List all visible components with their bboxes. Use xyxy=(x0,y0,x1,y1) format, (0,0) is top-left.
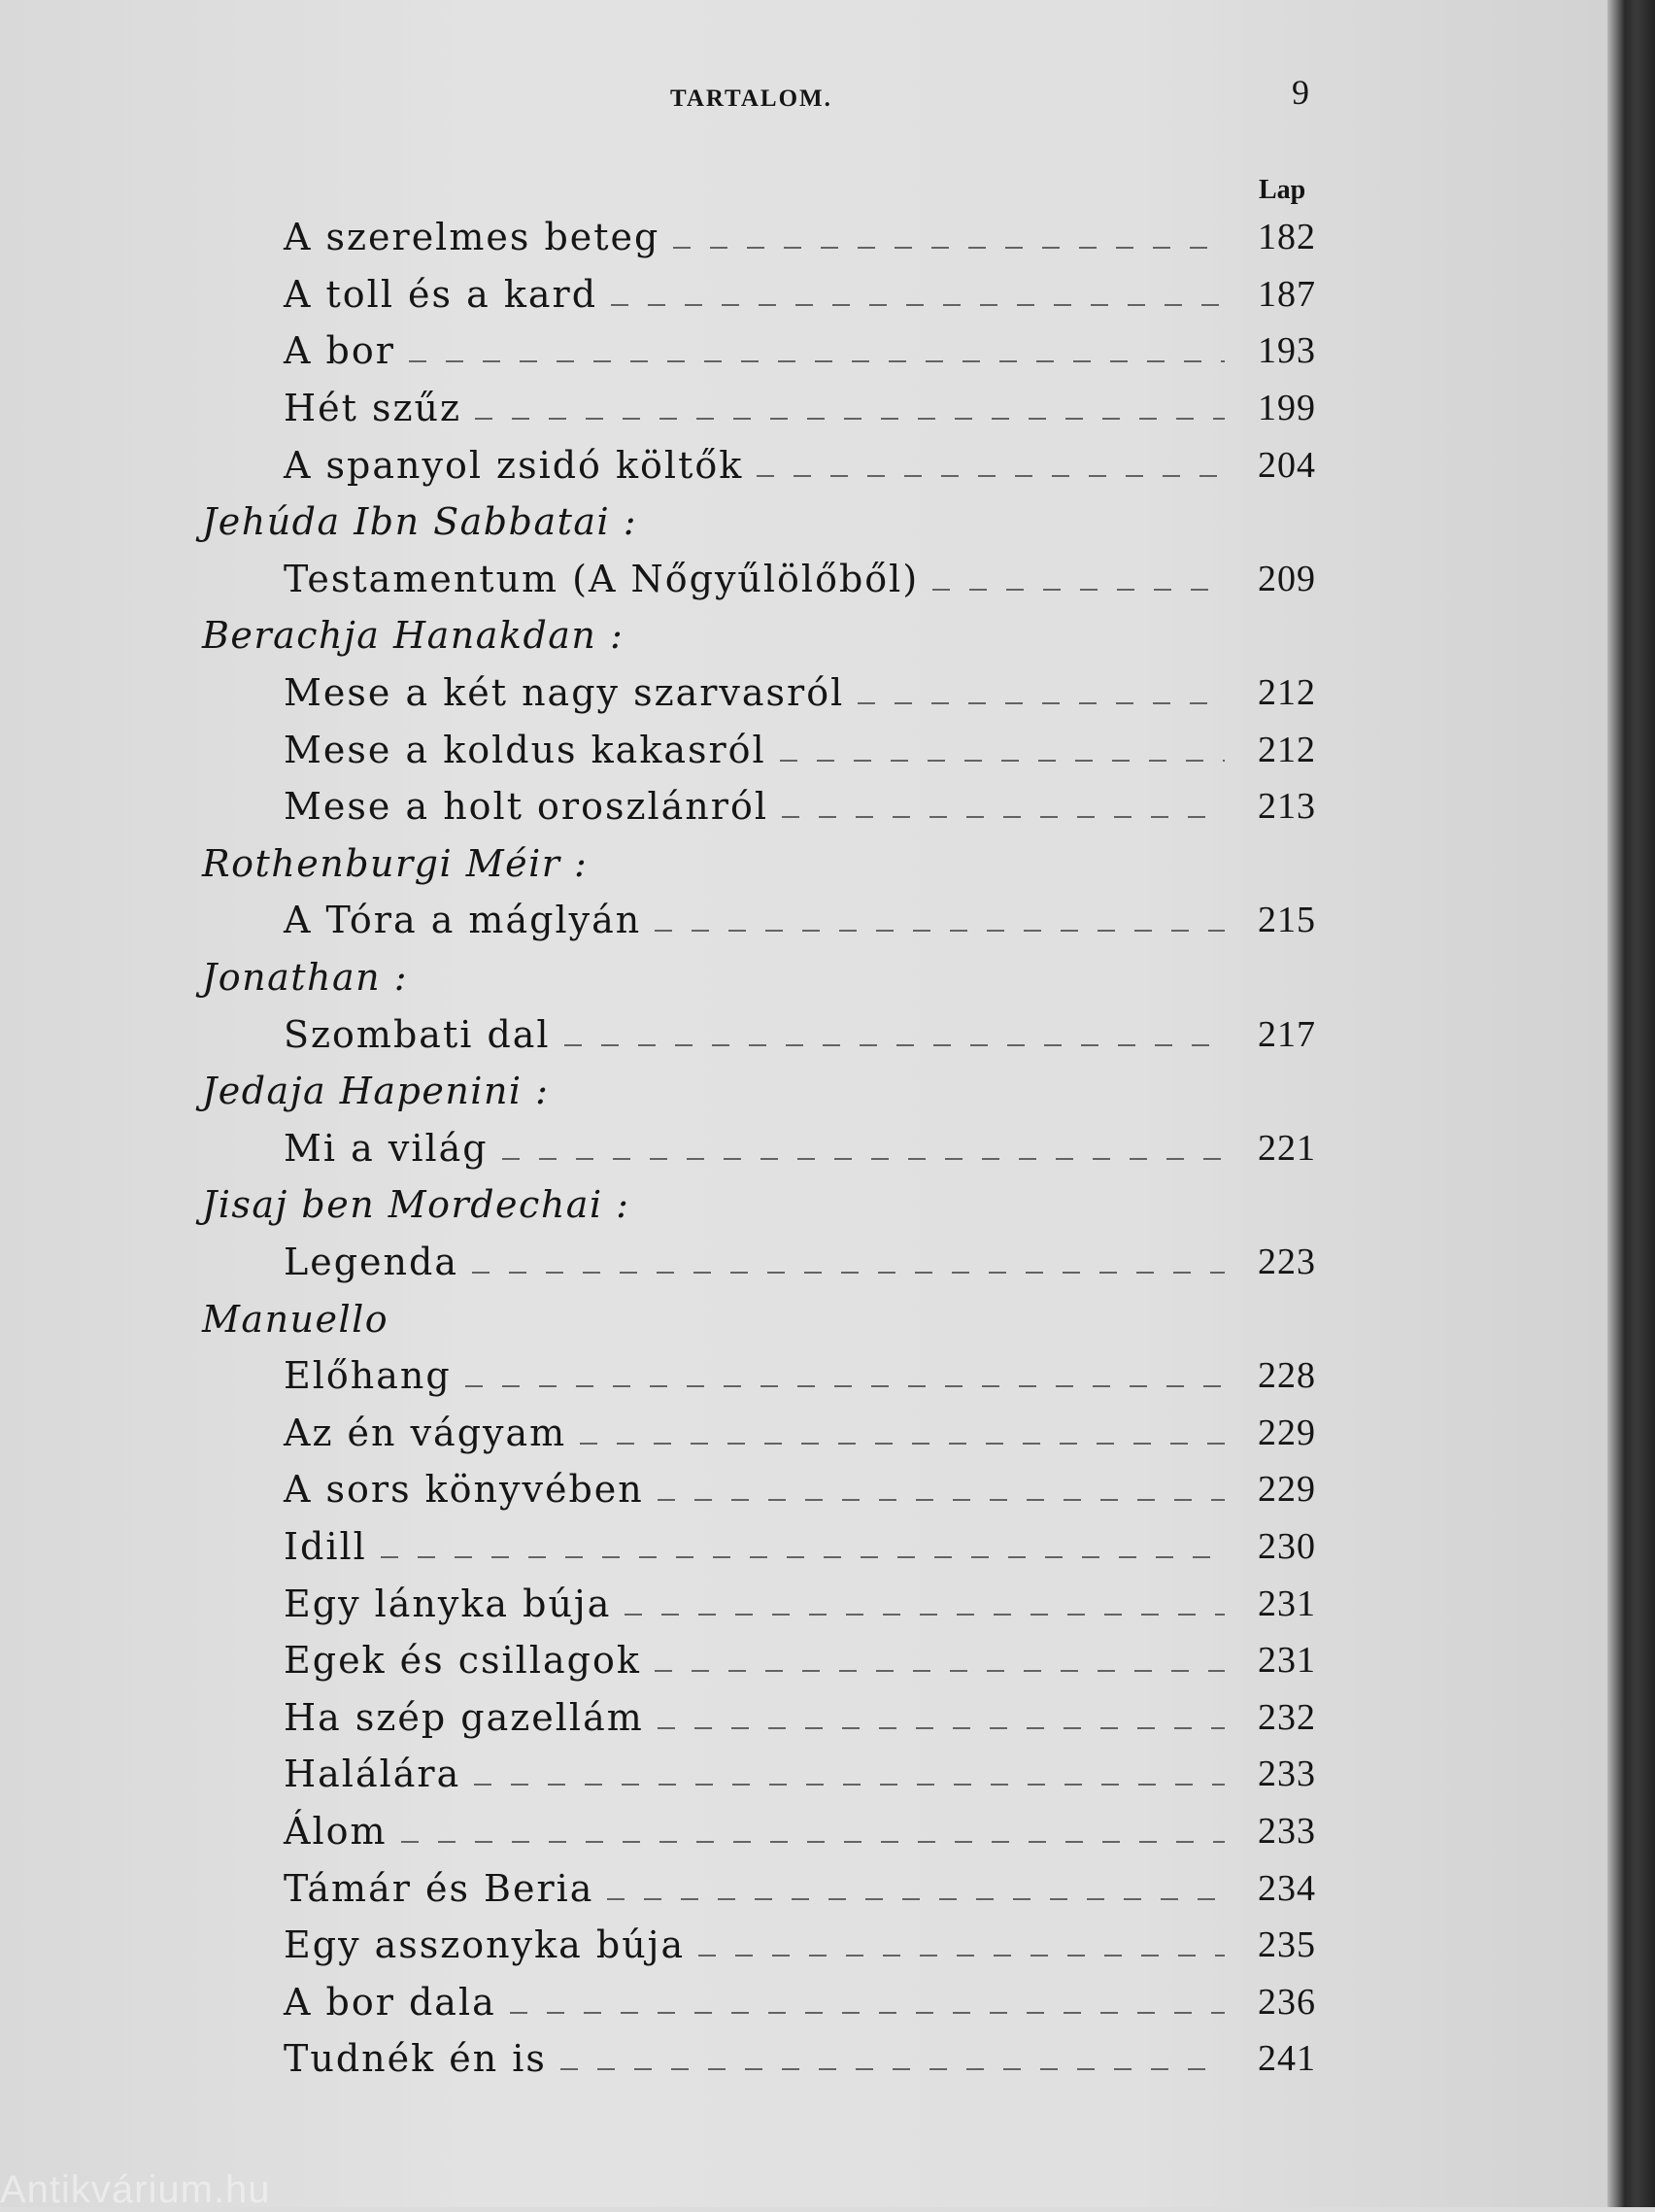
page-number: 9 xyxy=(1292,73,1309,112)
toc-entry xyxy=(0,380,1607,437)
toc-entry-page: 213 xyxy=(1258,786,1316,828)
toc-entry-page: 217 xyxy=(1258,1013,1316,1055)
toc-author-heading: Jonathan : xyxy=(202,956,408,1000)
toc-entry-page: 231 xyxy=(1258,1640,1316,1682)
dot-leader xyxy=(472,1272,1225,1274)
toc-entry xyxy=(0,1005,1607,1063)
toc-entry-page: 233 xyxy=(1258,1810,1316,1852)
watermark: Antikvárium.hu xyxy=(0,2168,271,2211)
toc-entry xyxy=(0,209,1607,266)
toc-entry-page: 223 xyxy=(1258,1241,1316,1282)
toc-entry-title: A spanyol zsidó költők xyxy=(284,443,744,487)
toc-entry-page: 232 xyxy=(1258,1696,1316,1738)
toc-entry xyxy=(0,1575,1607,1632)
page-column-label: Lap xyxy=(1259,175,1306,205)
toc-entry xyxy=(0,1803,1607,1860)
dot-leader xyxy=(655,1670,1225,1672)
toc-entry-title: A bor xyxy=(284,329,395,373)
running-head: TARTALOM. xyxy=(670,85,832,112)
toc-entry-title: Mese a koldus kakasról xyxy=(284,728,766,771)
toc-entry-title: Idill xyxy=(284,1524,367,1568)
dot-leader xyxy=(625,1614,1225,1616)
toc-author-heading: Rothenburgi Méir : xyxy=(202,841,589,885)
toc-entry xyxy=(0,1746,1607,1803)
dot-leader xyxy=(698,1955,1225,1957)
toc-author-heading: Jisaj ben Mordechai : xyxy=(202,1183,630,1227)
toc-entry xyxy=(0,1404,1607,1461)
toc-entry xyxy=(0,1347,1607,1405)
toc-entry-title: Legenda xyxy=(284,1240,458,1283)
toc-entry xyxy=(0,1688,1607,1746)
toc-entry-page: 229 xyxy=(1258,1469,1316,1511)
toc-entry-title: A toll és a kard xyxy=(284,272,598,316)
toc-entry-page: 182 xyxy=(1258,217,1316,258)
dot-leader xyxy=(502,1158,1225,1160)
toc-entry-page: 209 xyxy=(1258,558,1316,599)
toc-entry xyxy=(0,1632,1607,1689)
dot-leader xyxy=(409,360,1225,362)
toc-entry-title: A bor dala xyxy=(284,1980,496,2024)
toc-entry-page: 235 xyxy=(1258,1924,1316,1966)
dot-leader xyxy=(475,418,1225,420)
dot-leader xyxy=(858,702,1225,704)
toc-entry-title: Testamentum (A Nőgyűlölőből) xyxy=(284,557,920,600)
toc-entry-title: Egy lányka búja xyxy=(284,1582,612,1625)
toc-entry-page: 221 xyxy=(1258,1127,1316,1169)
toc-entry xyxy=(0,778,1607,835)
toc-entry-title: Mese a holt oroszlánról xyxy=(284,785,768,829)
dot-leader xyxy=(673,247,1225,249)
dot-leader xyxy=(564,1044,1225,1046)
toc-author-heading: Jehúda Ibn Sabbatai : xyxy=(202,500,638,544)
toc-entry xyxy=(0,664,1607,722)
dot-leader xyxy=(782,816,1225,818)
toc-entry-page: 212 xyxy=(1258,729,1316,770)
toc-entry xyxy=(0,1461,1607,1518)
toc-entry-title: Előhang xyxy=(284,1354,452,1398)
dot-leader xyxy=(580,1443,1225,1445)
toc-entry-title: Halálára xyxy=(284,1753,461,1796)
dot-leader xyxy=(658,1727,1225,1729)
dot-leader xyxy=(560,2068,1225,2070)
dot-leader xyxy=(655,930,1225,932)
toc-entry-title: Mese a két nagy szarvasról xyxy=(284,671,845,715)
toc-entry xyxy=(0,892,1607,949)
toc-entry xyxy=(0,1120,1607,1177)
toc-entry xyxy=(0,436,1607,493)
toc-entry-title: A Tóra a máglyán xyxy=(284,899,642,942)
toc-entry xyxy=(0,551,1607,608)
toc-entry-title: Támár és Beria xyxy=(284,1866,594,1910)
toc-entry xyxy=(0,721,1607,778)
dot-leader xyxy=(465,1385,1225,1387)
toc-entry-page: 215 xyxy=(1258,900,1316,941)
toc-entry-title: Egy asszonyka búja xyxy=(284,1923,686,1967)
dot-leader xyxy=(401,1841,1225,1843)
dot-leader xyxy=(932,589,1225,591)
toc-author-heading: Manuello xyxy=(202,1297,389,1341)
dot-leader xyxy=(658,1499,1225,1501)
toc-entry-page: 193 xyxy=(1258,330,1316,372)
dot-leader xyxy=(474,1784,1225,1786)
toc-entry xyxy=(0,1234,1607,1291)
toc-entry-title: Egek és csillagok xyxy=(284,1639,641,1683)
toc-entry-title: Ha szép gazellám xyxy=(284,1695,644,1739)
toc-entry-page: 236 xyxy=(1258,1981,1316,2023)
toc-entry-title: A sors könyvében xyxy=(284,1468,644,1512)
dot-leader xyxy=(780,760,1225,762)
toc-entry xyxy=(0,266,1607,323)
toc-entry-page: 187 xyxy=(1258,273,1316,315)
toc-entry-page: 204 xyxy=(1258,444,1316,486)
dot-leader xyxy=(381,1556,1225,1558)
toc-author-heading: Berachja Hanakdan : xyxy=(202,614,625,658)
toc-entry-page: 199 xyxy=(1258,388,1316,429)
toc-entry-page: 229 xyxy=(1258,1412,1316,1453)
toc-entry-title: Hét szűz xyxy=(284,387,461,430)
dot-leader xyxy=(757,475,1225,477)
toc-entry-page: 233 xyxy=(1258,1753,1316,1795)
toc-entry-title: Szombati dal xyxy=(284,1012,551,1056)
toc-entry-title: Az én vágyam xyxy=(284,1411,567,1454)
toc-entry-page: 231 xyxy=(1258,1582,1316,1624)
toc-entry-page: 241 xyxy=(1258,2038,1316,2080)
toc-entry xyxy=(0,1973,1607,2030)
dot-leader xyxy=(607,1898,1225,1900)
toc-entry xyxy=(0,2030,1607,2088)
toc-entry-page: 228 xyxy=(1258,1355,1316,1397)
table-of-contents xyxy=(0,209,1607,2088)
toc-entry-title: Tudnék én is xyxy=(284,2037,547,2081)
book-spine-edge xyxy=(1607,0,1655,2207)
toc-entry-title: Mi a világ xyxy=(284,1126,489,1170)
toc-entry xyxy=(0,1859,1607,1917)
toc-entry-page: 212 xyxy=(1258,672,1316,714)
toc-entry-page: 234 xyxy=(1258,1867,1316,1909)
dot-leader xyxy=(611,304,1225,306)
toc-entry xyxy=(0,323,1607,380)
toc-entry xyxy=(0,1518,1607,1576)
toc-entry-title: Álom xyxy=(284,1809,388,1853)
dot-leader xyxy=(510,2012,1225,2014)
toc-author-heading: Jedaja Hapenini : xyxy=(202,1070,550,1113)
toc-entry-title: A szerelmes beteg xyxy=(284,216,660,259)
toc-entry xyxy=(0,1917,1607,1974)
toc-entry-page: 230 xyxy=(1258,1525,1316,1567)
